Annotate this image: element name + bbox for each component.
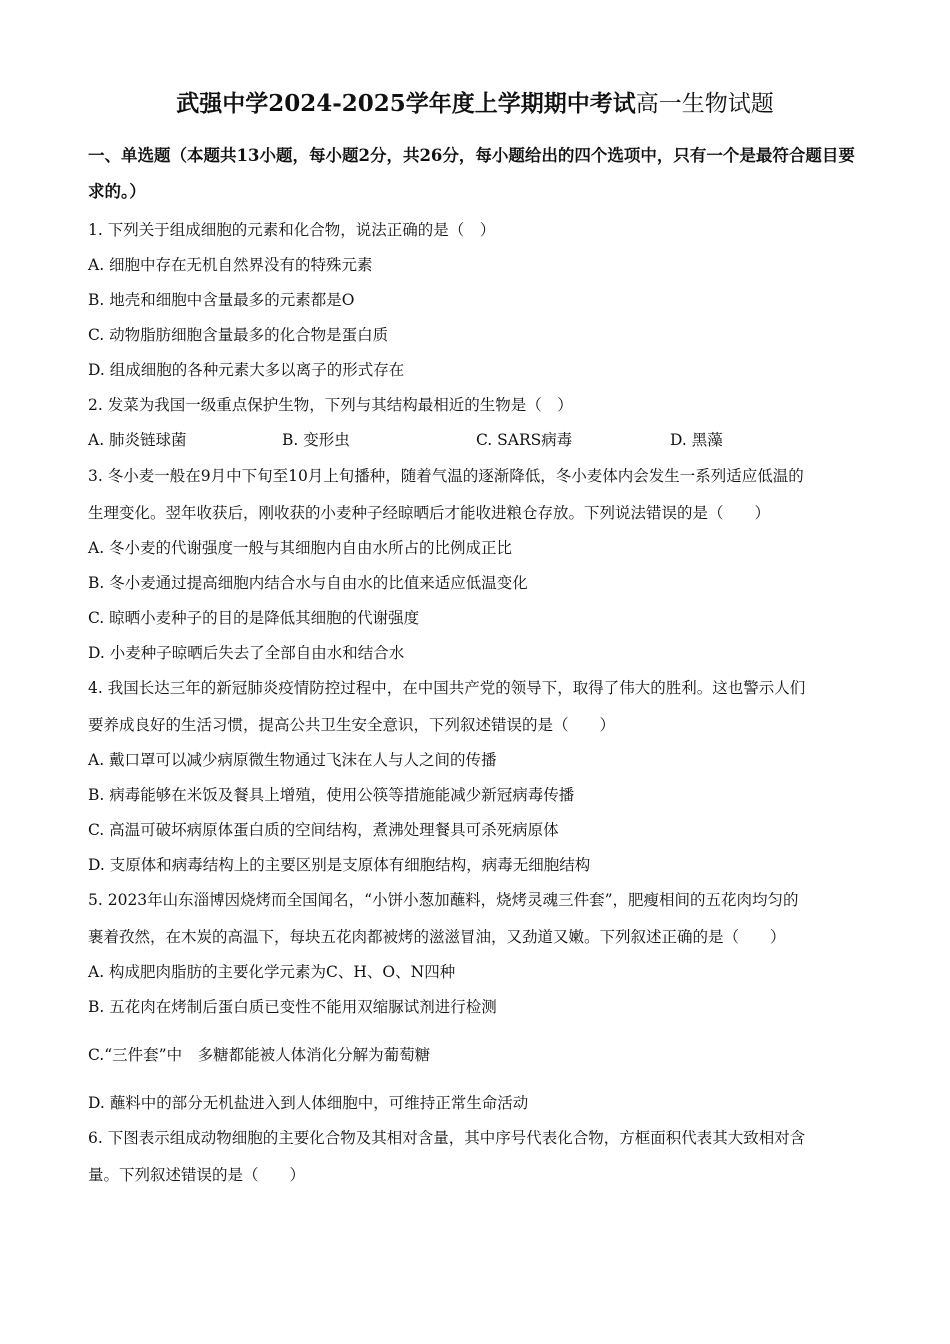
- q2-option-c: C. SARS病毒: [476, 431, 573, 449]
- q2-stem: 2. 发菜为我国一级重点保护生物，下列与其结构最相近的生物是（ ）: [88, 396, 573, 414]
- q5-stem-line2: 裹着孜然，在木炭的高温下，每块五花肉都被烤的滋滋冒油，又劲道又嫩。下列叙述正确的是（ ）: [88, 928, 786, 946]
- q3-option-c: C. 晾晒小麦种子的目的是降低其细胞的代谢强度: [88, 609, 420, 627]
- exam-title-bold: 武强中学2024-2025学年度上学期期中考试: [176, 90, 636, 117]
- q4-option-d: D. 支原体和病毒结构上的主要区别是支原体有细胞结构，病毒无细胞结构: [88, 856, 591, 874]
- q2-options-row: [88, 429, 878, 451]
- section-heading: 一、单选题（本题共13小题，每小题2分，共26分，每小题给出的四个选项中，只有一个是最符合题目要求的。）: [88, 146, 855, 201]
- q3-stem-line1: 3. 冬小麦一般在9月中下旬至10月上旬播种，随着气温的逐渐降低，冬小麦体内会发生一系列适应低温的: [88, 467, 804, 485]
- q1-option-b: B. 地壳和细胞中含量最多的元素都是O: [88, 291, 355, 309]
- q2-option-b: B. 变形虫: [282, 431, 350, 449]
- q4-option-c: C. 高温可破坏病原体蛋白质的空间结构，煮沸处理餐具可杀死病原体: [88, 821, 559, 839]
- q5-option-d: D. 蘸料中的部分无机盐进入到人体细胞中，可维持正常生命活动: [88, 1094, 529, 1112]
- q5-stem-line1: 5. 2023年山东淄博因烧烤而全国闻名，“小饼小葱加蘸料，烧烤灵魂三件套”，肥瘦相间的五花肉均匀的: [88, 891, 799, 909]
- q2-option-a: A. 肺炎链球菌: [88, 431, 187, 449]
- q1-stem: 1. 下列关于组成细胞的元素和化合物，说法正确的是（ ）: [88, 221, 496, 239]
- q3-option-b: B. 冬小麦通过提高细胞内结合水与自由水的比值来适应低温变化: [88, 574, 528, 592]
- q1-option-d: D. 组成细胞的各种元素大多以离子的形式存在: [88, 361, 405, 379]
- q1-option-a: A. 细胞中存在无机自然界没有的特殊元素: [88, 256, 373, 274]
- q5-option-c: C.“三件套”中 多糖都能被人体消化分解为葡萄糖: [88, 1046, 431, 1064]
- q4-stem-line1: 4. 我国长达三年的新冠肺炎疫情防控过程中，在中国共产党的领导下，取得了伟大的胜利。这也警示人们: [88, 679, 806, 697]
- q5-option-b: B. 五花肉在烤制后蛋白质已变性不能用双缩脲试剂进行检测: [88, 998, 497, 1016]
- exam-title: [0, 88, 950, 120]
- q1-option-c: C. 动物脂肪细胞含量最多的化合物是蛋白质: [88, 326, 389, 344]
- q3-option-a: A. 冬小麦的代谢强度一般与其细胞内自由水所占的比例成正比: [88, 539, 513, 557]
- q5-option-a: A. 构成肥肉脂肪的主要化学元素为C、H、O、N四种: [88, 963, 456, 981]
- q6-stem-line1: 6. 下图表示组成动物细胞的主要化合物及其相对含量，其中序号代表化合物，方框面积代表其大致相对含: [88, 1129, 806, 1147]
- q4-option-a: A. 戴口罩可以减少病原微生物通过飞沫在人与人之间的传播: [88, 751, 497, 769]
- q3-stem-line2: 生理变化。翌年收获后，刚收获的小麦种子经晾晒后才能收进粮仓存放。下列说法错误的是（ ）: [88, 504, 771, 522]
- exam-title-subject: 高一生物试题: [635, 91, 774, 117]
- q3-option-d: D. 小麦种子晾晒后失去了全部自由水和结合水: [88, 644, 405, 662]
- q6-stem-line2: 量。下列叙述错误的是（ ）: [88, 1166, 306, 1184]
- q4-option-b: B. 病毒能够在米饭及餐具上增殖，使用公筷等措施能减少新冠病毒传播: [88, 786, 575, 804]
- q4-stem-line2: 要养成良好的生活习惯，提高公共卫生安全意识，下列叙述错误的是（ ）: [88, 716, 616, 734]
- q2-option-d: D. 黑藻: [670, 431, 723, 449]
